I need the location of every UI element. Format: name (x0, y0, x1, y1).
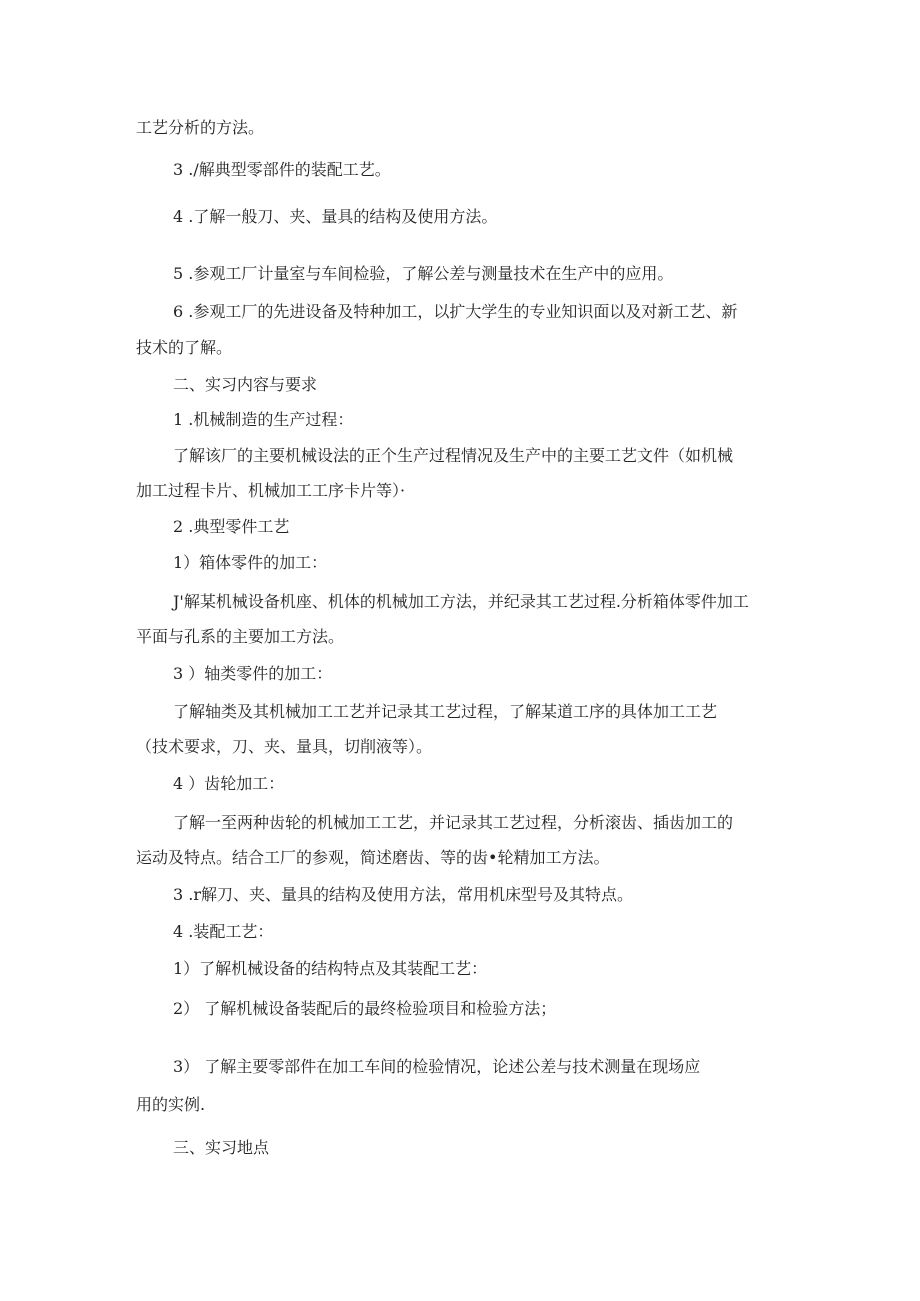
text-line: 了解轴类及其机械加工工艺并记录其工艺过程，了解某道工序的具体加工工艺 (173, 702, 718, 721)
text-line: 工艺分析的方法。 (136, 118, 265, 137)
text-line: J'解某机械设备机座、机体的机械加工方法，并纪录其工艺过程.分析箱体零件加工 (173, 592, 749, 611)
text-line: 运动及特点。结合工厂的参观，简述磨齿、等的齿•轮精加工方法。 (136, 848, 610, 867)
text-line: 技术的了解。 (136, 338, 233, 357)
text-line: 5 .参观工厂计量室与车间检验，了解公差与测量技术在生产中的应用。 (173, 264, 674, 283)
text-line: 加工过程卡片、机械加工工序卡片等）· (136, 481, 406, 500)
text-line: 3） 了解主要零部件在加工车间的检验情况，论述公差与技术测量在现场应 (173, 1057, 701, 1076)
text-line: 用的实例. (136, 1095, 206, 1114)
section-heading: 三、实习地点 (173, 1138, 270, 1157)
section-heading: 二、实习内容与要求 (173, 375, 318, 394)
text-line: 4 .了解一般刀、夹、量具的结构及使用方法。 (173, 207, 498, 226)
text-line: 3 .r解刀、夹、量具的结构及使用方法，常用机床型号及其特点。 (173, 885, 634, 904)
text-line: 1）了解机械设备的结构特点及其装配工艺： (173, 959, 488, 978)
text-line: 了解一至两种齿轮的机械加工工艺，并记录其工艺过程，分析滚齿、插齿加工的 (173, 813, 734, 832)
text-line: 3 ./解典型零部件的装配工艺。 (173, 160, 391, 179)
text-line: 4 .装配工艺： (173, 922, 274, 941)
text-line: 2） 了解机械设备装配后的最终检验项目和检验方法； (173, 999, 557, 1018)
text-line: 了解该厂的主要机械设法的正个生产过程情况及生产中的主要工艺文件（如机械 (173, 446, 734, 465)
text-line: （技术要求，刀、夹、量具，切削液等）。 (136, 737, 433, 756)
text-line: 平面与孔系的主要加工方法。 (136, 627, 345, 646)
text-line: 6 .参观工厂的先进设备及特种加工，以扩大学生的专业知识面以及对新工艺、新 (173, 302, 738, 321)
text-line: 1 .机械制造的生产过程： (173, 410, 354, 429)
text-line: 2 .典型零件工艺 (173, 517, 290, 536)
text-line: 3 ）轴类零件的加工： (173, 664, 333, 683)
text-line: 4 ）齿轮加工： (173, 774, 285, 793)
text-line: 1）箱体零件的加工： (173, 553, 328, 572)
